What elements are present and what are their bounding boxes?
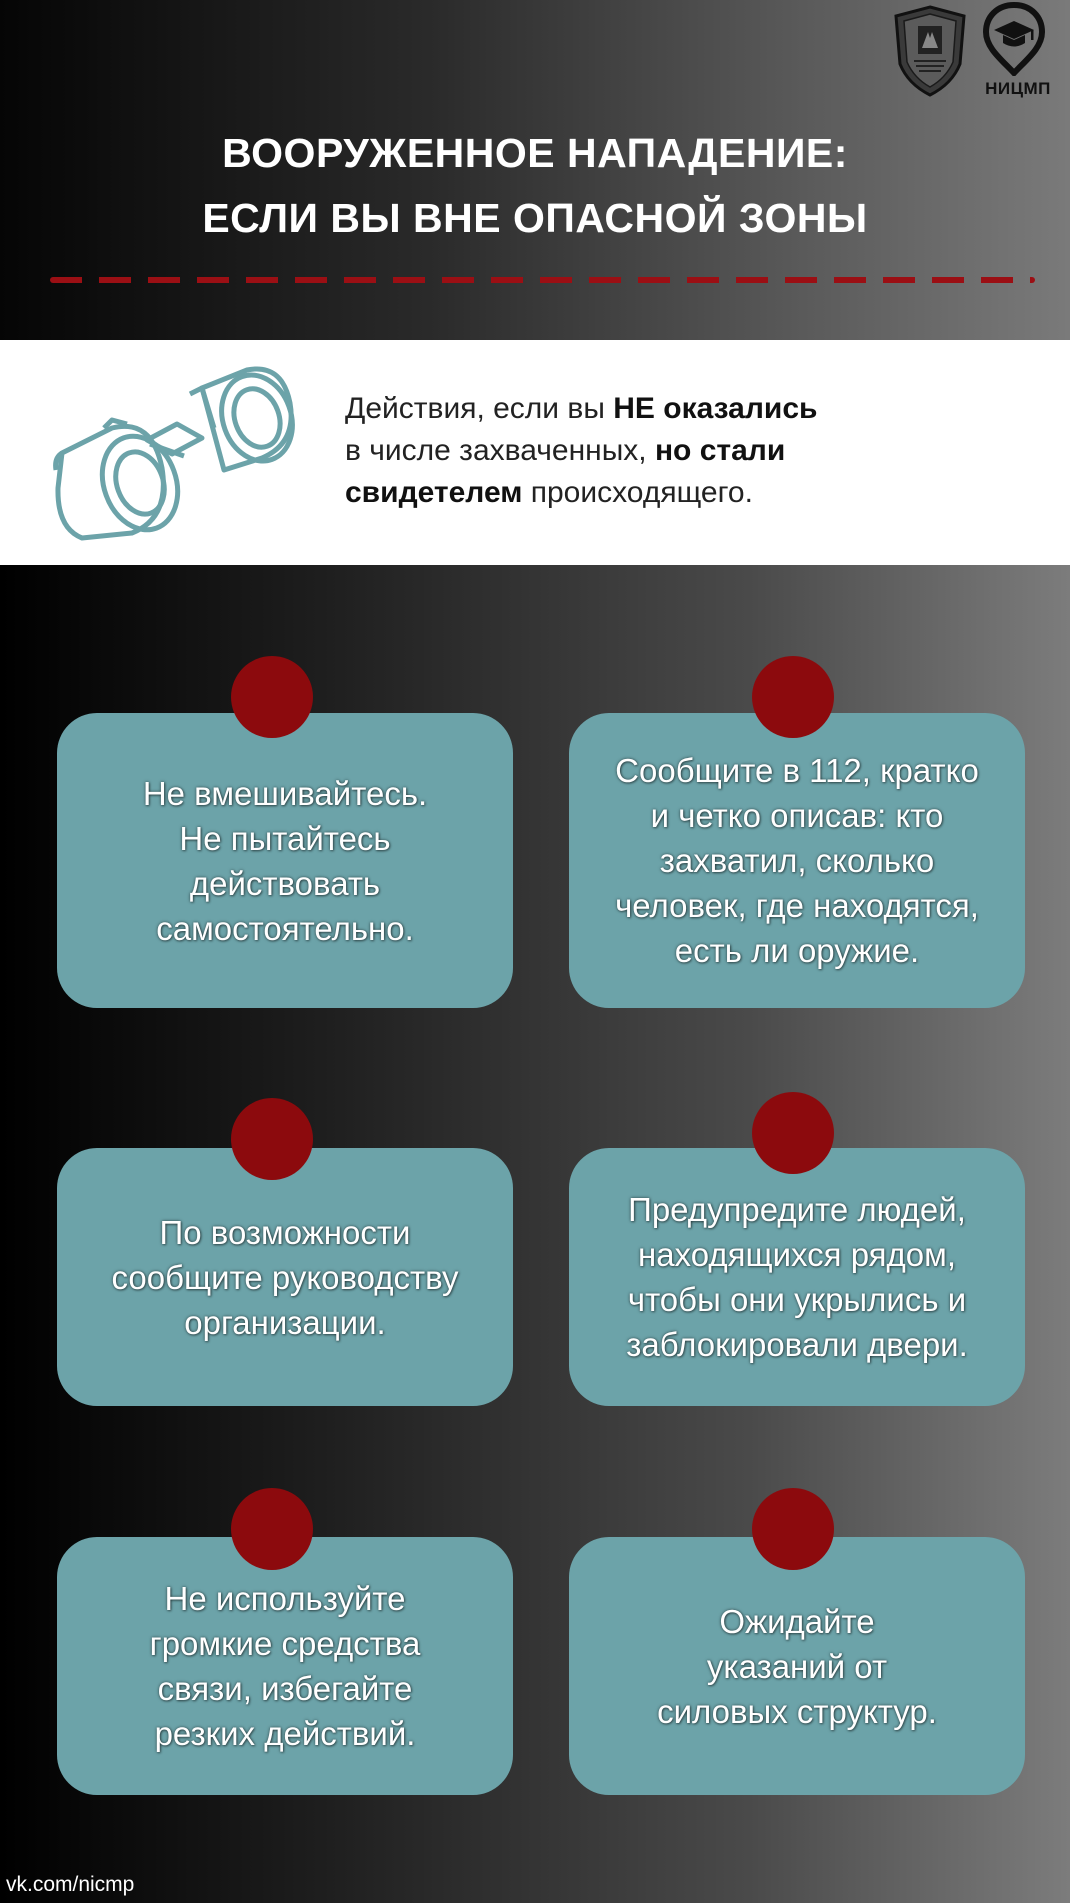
tip-marker-1 bbox=[231, 656, 313, 738]
tip-card-3: По возможности сообщите руководству организации. bbox=[57, 1148, 513, 1406]
page-title-line2: ЕСЛИ ВЫ ВНЕ ОПАСНОЙ ЗОНЫ bbox=[202, 195, 868, 241]
tip-card-1: Не вмешивайтесь. Не пытайтесь действовать самостоятельно. bbox=[57, 713, 513, 1008]
intro-text: Действия, если вы НЕ оказались в числе захваченных, но стали свидетелем происходящего. bbox=[345, 392, 818, 509]
tip-marker-2 bbox=[752, 656, 834, 738]
graduation-pin-logo-icon bbox=[982, 2, 1046, 76]
tip-card-2: Сообщите в 112, кратко и четко описав: кто захватил, сколько человек, где находятся, есть ли оружие. bbox=[569, 713, 1025, 1008]
dashed-divider bbox=[50, 277, 1035, 283]
tip-card-4: Предупредите людей, находящихся рядом, чтобы они укрылись и заблокировали двери. bbox=[569, 1148, 1025, 1406]
tip-marker-5 bbox=[231, 1488, 313, 1570]
footer-url: vk.com/nicmp bbox=[6, 1873, 135, 1896]
tip-marker-6 bbox=[752, 1488, 834, 1570]
tip-card-5: Не используйте громкие средства связи, избегайте резких действий. bbox=[57, 1537, 513, 1795]
binoculars-icon bbox=[52, 358, 302, 543]
tip-card-6: Ожидайте указаний от силовых структур. bbox=[569, 1537, 1025, 1795]
page-title-line1: ВООРУЖЕННОЕ НАПАДЕНИЕ: bbox=[222, 130, 848, 176]
shield-logo-icon bbox=[892, 4, 968, 98]
logo-caption: НИЦМП bbox=[985, 79, 1051, 98]
tip-marker-4 bbox=[752, 1092, 834, 1174]
tip-marker-3 bbox=[231, 1098, 313, 1180]
